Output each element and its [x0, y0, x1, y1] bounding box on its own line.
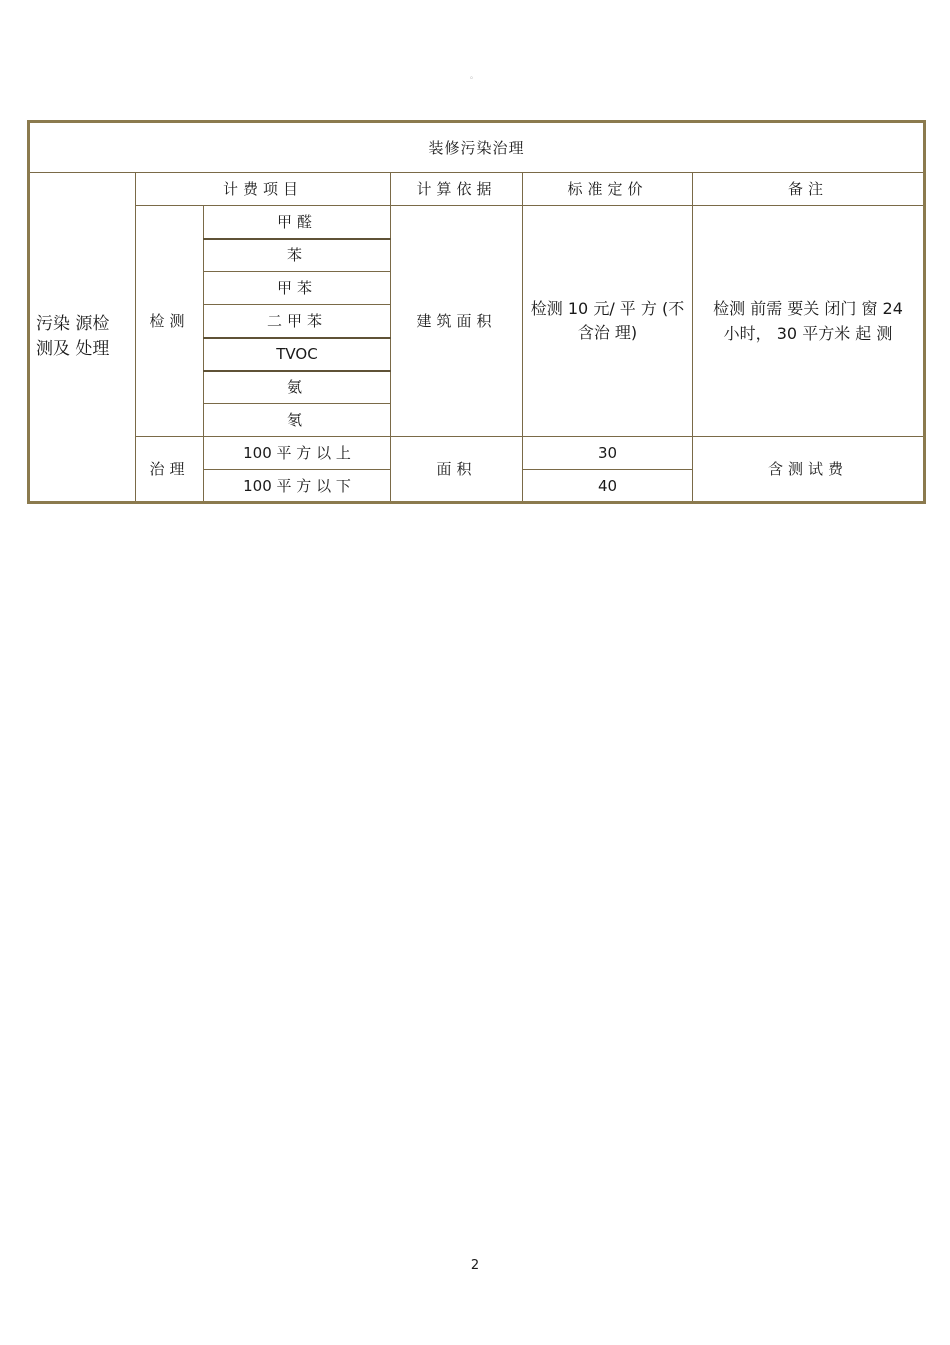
category-cell: 污染 源检 测及 处理: [29, 173, 136, 503]
pricing-table: [27, 120, 926, 504]
detection-item: 氡: [204, 404, 391, 437]
treatment-price: 40: [523, 470, 693, 503]
treatment-label: 治理: [136, 437, 204, 503]
detection-item: 苯: [204, 239, 391, 272]
page-mark: 。: [470, 71, 478, 80]
detection-item: 二甲苯: [204, 305, 391, 338]
detection-item: TVOC: [204, 338, 391, 371]
detection-basis: 建筑面积: [391, 206, 523, 437]
page-number: 2: [470, 1258, 480, 1273]
detection-item: 氨: [204, 371, 391, 404]
header-note: 备注: [693, 173, 925, 206]
table-title: 装修污染治理: [29, 122, 925, 173]
treatment-note: 含测试费: [693, 437, 925, 503]
header-basis: 计算依据: [391, 173, 523, 206]
detection-price: 检测 10 元/ 平 方 (不 含治 理): [523, 206, 693, 437]
detection-note: 检测 前需 要关 闭门 窗 24 小时， 30 平方米 起 测: [693, 206, 925, 437]
treatment-price: 30: [523, 437, 693, 470]
header-item: 计费项目: [136, 173, 391, 206]
detection-label: 检测: [136, 206, 204, 437]
treatment-item: 100 平 方 以 上: [204, 437, 391, 470]
detection-item: 甲苯: [204, 272, 391, 305]
header-price: 标准定价: [523, 173, 693, 206]
treatment-item: 100 平 方 以 下: [204, 470, 391, 503]
detection-item: 甲醛: [204, 206, 391, 239]
treatment-basis: 面积: [391, 437, 523, 503]
